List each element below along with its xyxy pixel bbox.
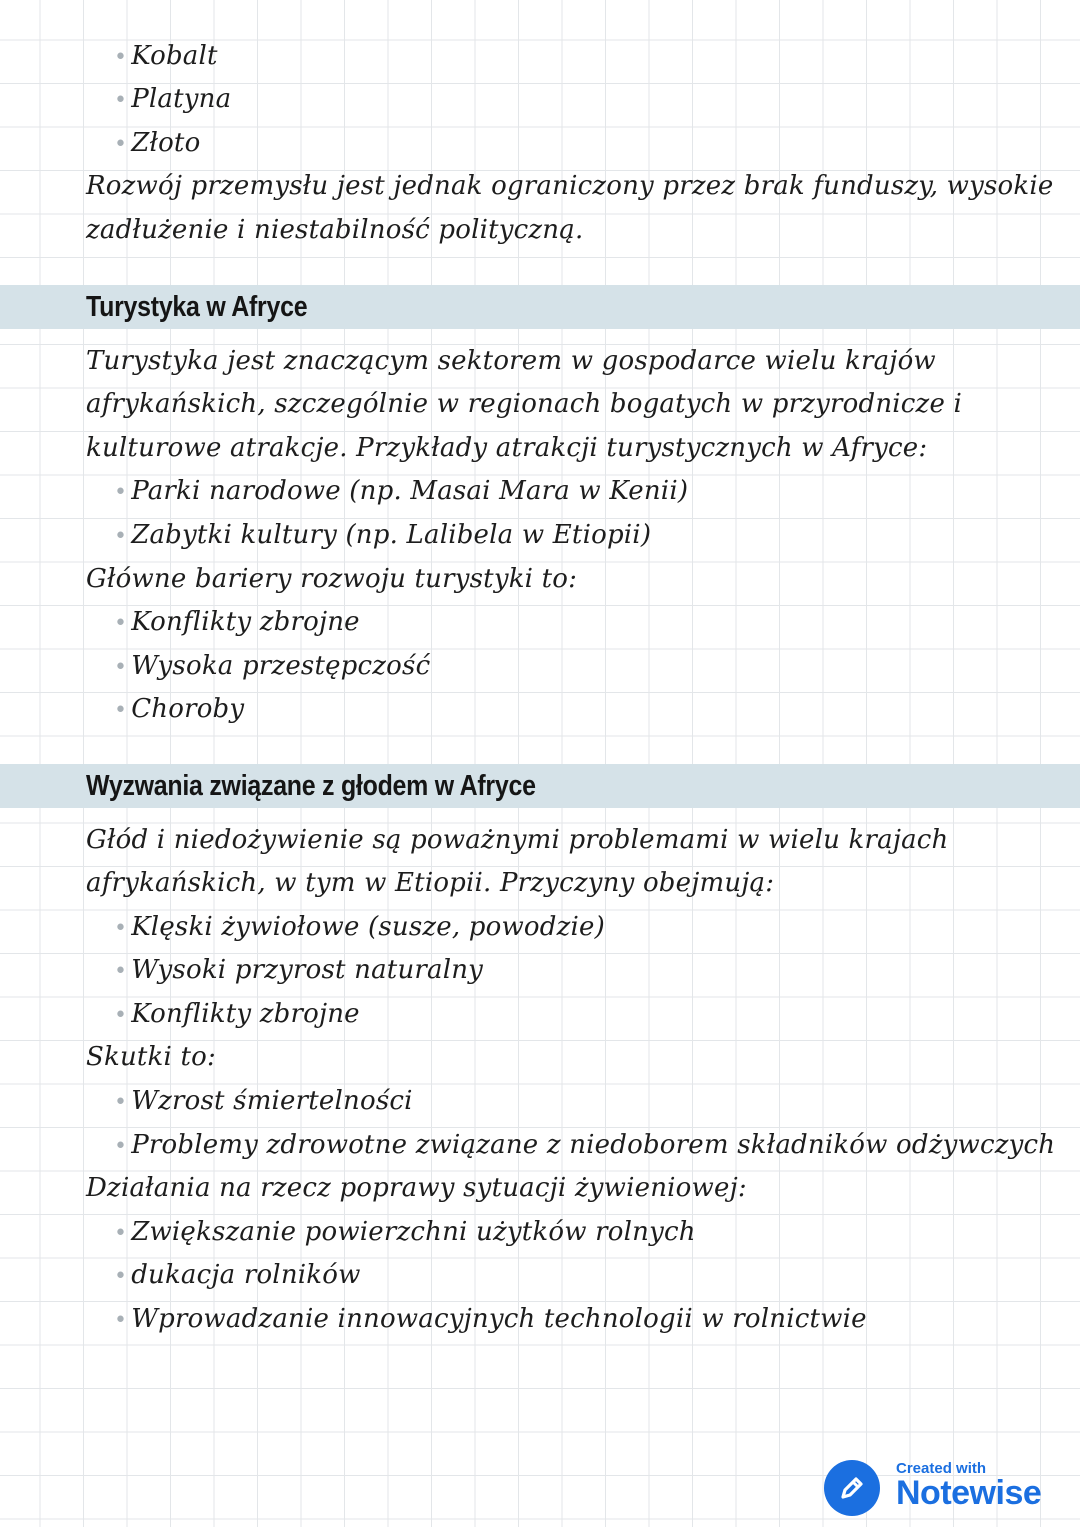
list-item: • Wprowadzanie innowacyjnych technologii w rolnictwie: [114, 1304, 867, 1334]
list-item: • Zabytki kultury (np. Lalibela w Etiopii): [114, 520, 652, 550]
list-item: • Złoto: [114, 128, 201, 158]
list-item: • Choroby: [114, 694, 245, 724]
section-heading: Wyzwania związane z głodem w Afryce: [86, 770, 536, 802]
list-item: • Platyna: [114, 84, 232, 114]
list-item: • Wysoki przyrost naturalny: [114, 955, 484, 985]
logo-small-text: Created with: [896, 1460, 987, 1477]
list-item: • Wysoka przestępczość: [114, 651, 431, 681]
section-heading: Turystyka w Afryce: [86, 291, 308, 323]
paragraph-line: Głód i niedożywienie są poważnymi problemami w wielu krajach: [86, 825, 949, 855]
list-item: • Zwiększanie powierzchni użytków rolnych: [114, 1217, 696, 1247]
paragraph-line: kulturowe atrakcje. Przykłady atrakcji turystycznych w Afryce:: [86, 433, 928, 463]
paragraph-line: afrykańskich, w tym w Etiopii. Przyczyny obejmują:: [86, 868, 775, 898]
paragraph-line: Turystyka jest znaczącym sektorem w gospodarce wielu krajów: [86, 346, 936, 376]
paragraph-line: afrykańskich, szczególnie w regionach bogatych w przyrodnicze i: [86, 389, 963, 419]
notewise-logo: [824, 1458, 1064, 1518]
logo-big-text: Notewise: [896, 1474, 1042, 1512]
logo-badge: [824, 1460, 880, 1516]
paragraph-line: Rozwój przemysłu jest jednak ograniczony przez brak funduszy, wysokie: [86, 171, 1054, 201]
list-item: • Wzrost śmiertelności: [114, 1086, 413, 1116]
section-header-band: [0, 764, 1080, 808]
paragraph-line: Skutki to:: [86, 1042, 216, 1072]
list-item: • Konflikty zbrojne: [114, 999, 360, 1029]
pencil-icon: [836, 1472, 868, 1504]
list-item: • Kobalt: [114, 41, 218, 71]
paragraph-line: Działania na rzecz poprawy sytuacji żywieniowej:: [86, 1173, 747, 1203]
paragraph-line: Główne bariery rozwoju turystyki to:: [86, 564, 578, 594]
paragraph-line: zadłużenie i niestabilność polityczną.: [86, 215, 584, 245]
list-item: • Problemy zdrowotne związane z niedoborem składników odżywczych: [114, 1130, 1056, 1160]
section-header-band: [0, 285, 1080, 329]
list-item: • dukacja rolników: [114, 1260, 361, 1290]
list-item: • Konflikty zbrojne: [114, 607, 360, 637]
list-item: • Parki narodowe (np. Masai Mara w Kenii): [114, 476, 689, 506]
list-item: • Klęski żywiołowe (susze, powodzie): [114, 912, 605, 942]
